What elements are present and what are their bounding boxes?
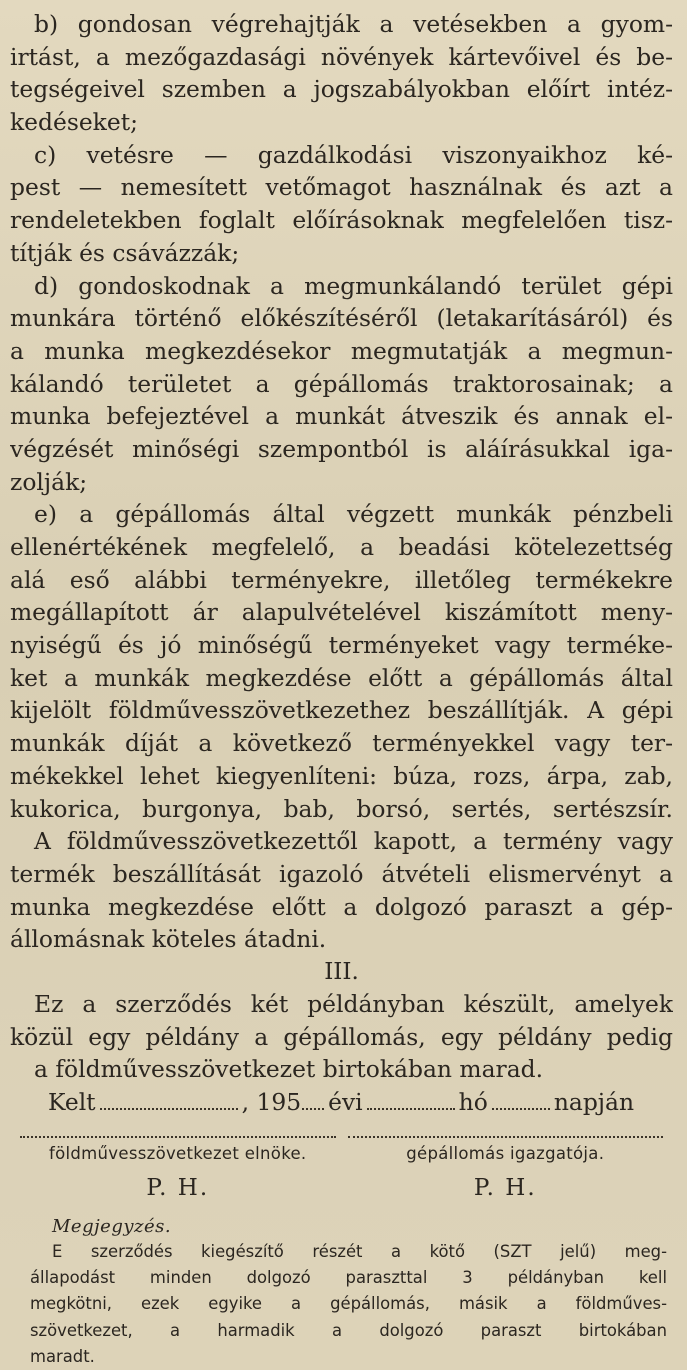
text-line: munka megkezdése előtt a dolgozó paraszt a gép-	[10, 892, 673, 921]
text-line: végzését minőségi szempontból is aláírásukkal iga-	[10, 434, 673, 463]
note-line: E szerződés kiegészítő részét a kötő (SZT jelű) meg-	[52, 1242, 667, 1261]
napjan-label: napján	[553, 1088, 635, 1116]
note-title: Megjegyzés.	[52, 1216, 172, 1237]
date-line	[10, 1086, 673, 1118]
evi-label: évi	[328, 1088, 363, 1116]
text-line: kedéseket;	[10, 108, 138, 137]
note-section	[10, 1215, 673, 1370]
text-line: b) gondosan végrehajtják a vetésekben a gyom-	[34, 10, 673, 38]
text-line: megállapított ár alapulvételével kiszámított meny-	[10, 598, 673, 627]
signature-right	[342, 1136, 670, 1201]
text-line: pest — nemesített vetőmagot használnak és azt a	[10, 173, 673, 202]
text-line: Ez a szerződés két példányban készült, amelyek	[34, 989, 673, 1018]
text-line: munka befejeztével a munkát átveszik és annak el-	[10, 402, 673, 431]
text-line: irtást, a mezőgazdasági növények kártevőivel és be-	[10, 42, 673, 71]
text-line: kálandó területet a gépállomás traktorosainak; a	[10, 369, 673, 398]
signature-block	[10, 1136, 673, 1201]
text-line: títják és csávázzák;	[10, 238, 240, 267]
signature-left	[14, 1136, 342, 1201]
text-line: állomásnak köteles átadni.	[10, 925, 327, 954]
body-text	[10, 8, 673, 956]
text-line: rendeletekben foglalt előírásoknak megfelelően tisz-	[10, 206, 673, 235]
text-line: e) a gépállomás által végzett munkák pénzbeli	[34, 500, 673, 529]
year-label: , 195	[241, 1088, 302, 1116]
text-line: kukorica, burgonya, bab, borsó, sertés, sertészsír.	[10, 794, 673, 823]
text-line: a földművesszövetkezet birtokában marad.	[34, 1055, 544, 1084]
text-line: alá eső alábbi terményekre, illetőleg termékekre	[10, 565, 673, 594]
text-line: nyiségű és jó minőségű terményeket vagy terméke-	[10, 631, 673, 660]
text-line: mékekkel lehet kiegyenlíteni: búza, rozs, árpa, zab,	[10, 761, 673, 790]
day-blank	[492, 1108, 550, 1110]
text-line: munkák díját a következő terményekkel vagy ter-	[10, 729, 673, 758]
ho-label: hó	[458, 1088, 488, 1116]
text-line: c) vetésre — gazdálkodási viszonyaikhoz ké-	[34, 140, 673, 169]
note-line: megkötni, ezek egyike a gépállomás, másik a földműves-	[30, 1294, 667, 1314]
text-line: kijelölt földművesszövetkezethez beszállítják. A gépi	[10, 696, 673, 725]
note-line: maradt.	[30, 1346, 95, 1366]
section-numeral: III.	[324, 958, 359, 985]
text-line: termék beszállítását igazoló átvételi elismervényt a	[10, 859, 673, 888]
text-line: ellenértékének megfelelő, a beadási kötelezettség	[10, 533, 673, 561]
text-line: közül egy példány a gépállomás, egy példány pedig	[10, 1022, 673, 1051]
stamp-mark: P. H.	[146, 1175, 210, 1201]
text-line: a munka megkezdésekor megmutatják a megmun-	[10, 336, 673, 365]
text-line: tegségeivel szemben a jogszabályokban előírt intéz-	[10, 75, 673, 104]
text-line: ket a munkák megkezdése előtt a gépállomás által	[10, 663, 673, 692]
signature-label: földművesszövetkezet elnöke.	[49, 1144, 307, 1163]
text-line: zolják;	[10, 467, 88, 496]
note-line: állapodást minden dolgozó paraszttal 3 példányban kell	[30, 1268, 667, 1288]
closing-text	[10, 988, 673, 1086]
kelt-label: Kelt	[48, 1088, 96, 1116]
text-line: d) gondoskodnak a megmunkálandó terület gépi	[34, 271, 673, 300]
year-blank	[302, 1108, 324, 1110]
signature-line	[348, 1136, 664, 1138]
text-line: A földművesszövetkezettől kapott, a termény vagy	[34, 827, 673, 856]
text-line: munkára történő előkészítéséről (letakarításáról) és	[10, 304, 673, 333]
signature-label: gépállomás igazgatója.	[406, 1144, 605, 1163]
month-blank	[367, 1108, 455, 1110]
note-line: szövetkezet, a harmadik a dolgozó paraszt birtokában	[30, 1320, 667, 1340]
place-blank	[100, 1108, 238, 1110]
stamp-mark: P. H.	[473, 1175, 537, 1201]
signature-line	[20, 1136, 336, 1138]
